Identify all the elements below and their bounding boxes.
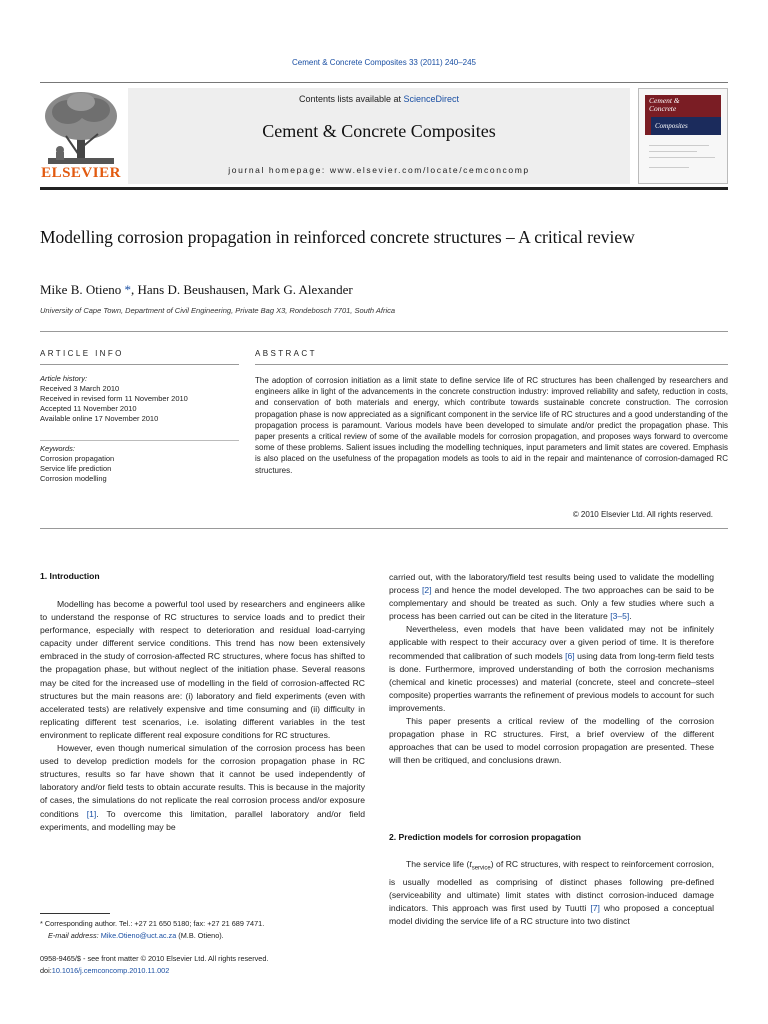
history-revised: Received in revised form 11 November 2010 — [40, 394, 188, 403]
keyword: Corrosion modelling — [40, 474, 107, 483]
history-received: Received 3 March 2010 — [40, 384, 120, 393]
abstract-rule — [255, 364, 728, 365]
abstract-label: ABSTRACT — [255, 349, 317, 358]
section-heading-introduction: 1. Introduction — [40, 571, 100, 581]
cover-decoration — [649, 145, 709, 146]
cover-decoration — [649, 157, 715, 158]
body-paragraph: This paper presents a critical review of the modelling of the corrosion propagation phase in RC structures. First, a brief overview of the different approaches that can be used to model corrosion propagation are presented. These will then be critiqued, and conclusions drawn. — [389, 716, 714, 766]
journal-cover-thumbnail[interactable] — [638, 88, 728, 184]
author-affiliation: University of Cape Town, Department of Civil Engineering, Private Bag X3, Rondebosch 7701, South Africa — [40, 306, 396, 315]
author-name: Mike B. Otieno — [40, 282, 122, 297]
body-right-column — [389, 571, 714, 767]
keyword: Service life prediction — [40, 464, 112, 473]
article-info-label: ARTICLE INFO — [40, 349, 124, 358]
keyword: Corrosion propagation — [40, 454, 115, 463]
header-bottom-rule — [40, 187, 728, 190]
keywords-rule — [40, 440, 239, 441]
email-line: E-mail address: Mike.Otieno@uct.ac.za (M.B. Otieno). — [48, 931, 224, 940]
header-top-rule — [40, 82, 728, 83]
article-info-rule — [40, 364, 239, 365]
article-history — [40, 374, 240, 424]
history-accepted: Accepted 11 November 2010 — [40, 404, 137, 413]
reference-link[interactable]: [1] — [86, 808, 97, 819]
abstract-copyright: © 2010 Elsevier Ltd. All rights reserved. — [572, 510, 713, 519]
issn-line: 0958-9465/$ - see front matter © 2010 Elsevier Ltd. All rights reserved. — [40, 954, 269, 963]
author-list — [40, 282, 353, 298]
cover-title: Cement & Concrete — [649, 96, 680, 113]
contents-available-line — [128, 94, 630, 104]
body-paragraph: However, even though numerical simulation of the corrosion process has been used to develop prediction models for the corrosion propagation phase in RC structures, results so far have shown that it cannot be used independently of laboratory and/or field tests to obtain accurate results. This is because in the majority of cases, the simulations do not replicate the real corrosion process and/or exposure conditions [1]. To overcome this limitation, parallel laboratory and/or field experiments, and modelling may be — [40, 743, 365, 832]
body-right-column-continued — [389, 858, 714, 928]
email-link[interactable]: Mike.Otieno@uct.ac.za — [100, 931, 177, 940]
sciencedirect-link[interactable]: ScienceDirect — [403, 94, 460, 104]
elsevier-wordmark: ELSEVIER — [41, 165, 121, 181]
journal-name: Cement & Concrete Composites — [262, 121, 496, 141]
affiliation-rule — [40, 331, 728, 332]
body-paragraph: Nevertheless, even models that have been validated may not be infinitely applicable with respect to their accuracy over a given period of time. It is therefore recommended that calibration of such models [6] using data from long-term field tests is done. Furthermore, improved understanding of both the corrosion mechanisms (chemical and kinetic processes) and material (concrete, steel and concrete–steel composite) properties warrants the refinement of previous models to account for such improvements. — [389, 624, 714, 713]
cover-decoration — [649, 151, 697, 152]
journal-homepage-link[interactable]: journal homepage: www.elsevier.com/locate/cemconcomp — [228, 165, 530, 175]
footnote-rule — [40, 913, 110, 914]
reference-link[interactable]: [6] — [565, 650, 575, 661]
corresponding-author-contact: * Corresponding author. Tel.: +27 21 650 5180; fax: +27 21 689 7471. — [40, 919, 265, 928]
reference-link[interactable]: [2] — [422, 585, 432, 596]
issn-doi-block — [40, 953, 370, 977]
body-paragraph: carried out, with the laboratory/field test results being used to validate the modelling process [2] and hence the model developed. The two approaches can be said to be complementary and should be treated as such. Only a few studies where such a process has been carried out can be cited in the literature [3–5]. — [389, 572, 714, 622]
section-heading-prediction-models: 2. Prediction models for corrosion propagation — [389, 832, 581, 842]
contents-prefix: Contents lists available at — [298, 94, 404, 104]
keywords-list — [40, 444, 240, 484]
history-label: Article history: — [40, 374, 88, 383]
cover-decoration — [649, 167, 689, 168]
journal-citation-link[interactable]: Cement & Concrete Composites 33 (2011) 240–245 — [292, 58, 476, 67]
history-online: Available online 17 November 2010 — [40, 414, 159, 423]
corresponding-author-footnote — [40, 918, 370, 942]
cover-subtitle: Composites — [655, 122, 688, 130]
keywords-label: Keywords: — [40, 444, 76, 453]
body-paragraph: The service life $(t_{service})$ of RC structures, with respect to reinforcement corrosion, is usually modelled as comprising of distinct phases following pre-defined (serviceability and ultimate) limit states with distinct corrosion-induced damage indicators. This approach was first used by Tuutti [7] who proposed a conceptual model dividing the service life of a RC structure into two distinct — [389, 859, 715, 927]
author-names-rest: , Hans D. Beushausen, Mark G. Alexander — [131, 282, 353, 297]
reference-link[interactable]: [3–5] — [610, 611, 630, 622]
body-paragraph: Modelling has become a powerful tool used by researchers and engineers alike to understand the response of RC structures to service loads and to predict their performance, especially with respect to deterioration and residual load-carrying capacity under different service conditions. This trend has now been extensively embraced in the study of corrosion-affected RC structures, where focus has shifted to the propagation phase, but without neglect of the initiation phase. Several reasons may be cited for the increased use of modelling in the field of corrosion-affected RC structures but the main reasons are: (i) laboratory and field experiments (even with accelerated tests) are relatively expensive and time consuming and (ii) difficulty in replicating different test scenarios, i.e. isolating different variables in the test environment to replicate different real exposure conditions for RC structures. — [40, 599, 365, 740]
abstract-text: The adoption of corrosion initiation as a limit state to define service life of RC structures has been challenged by researchers and engineers alike in light of the advancements in the concrete construction industry: improved reliability and safety, reduction in costs, and conservation of both materials and energy, which contribute towards sustainable concrete construction. The corrosion propagation phase is now appreciated as a significant component in the service life of RC structures and a good understanding of the propagation process is paramount. Various models have been developed to simulate and/or predict the propagation phase. This paper presents a critical review of some of the available models for corrosion propagation, and proposes ways forward to overcome some of these problems. Salient issues including the modelling techniques, input parameters and limit states are covered. Emphasis is also placed on the usefulness of the propagation models as tools to aid in the repair and maintenance of corrosion-damaged RC structures. — [255, 376, 728, 475]
body-left-column — [40, 598, 365, 834]
article-title: Modelling corrosion propagation in reinforced concrete structures – A critical review — [40, 227, 635, 247]
doi-link[interactable]: 10.1016/j.cemconcomp.2010.11.002 — [51, 966, 170, 975]
abstract-bottom-rule — [40, 528, 728, 529]
doi-line: doi:10.1016/j.cemconcomp.2010.11.002 — [40, 966, 170, 975]
reference-link[interactable]: [7] — [590, 903, 600, 913]
tree-icon — [38, 88, 124, 166]
corresponding-author-link[interactable]: * — [121, 282, 131, 297]
